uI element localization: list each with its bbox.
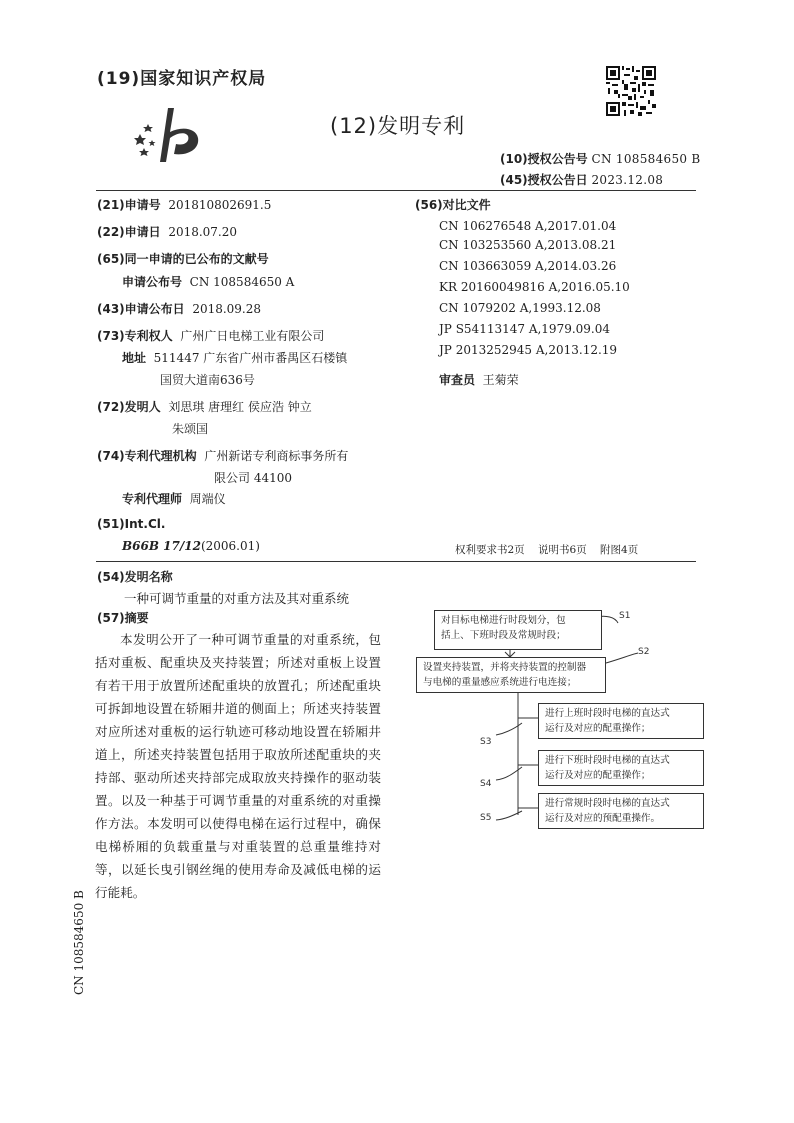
flow-label-s5: S5 — [480, 813, 492, 823]
address-line2: 国贸大道南636号 — [160, 373, 255, 387]
patentee: (73)专利权人 广州广日电梯工业有限公司 — [97, 329, 325, 343]
flow-step-s4: 进行下班时段时电梯的直达式 运行及对应的配重操作； — [538, 750, 704, 786]
citation-item: CN 106276548 A,2017.01.04 — [439, 219, 617, 233]
flow-step-s2: 设置夹持装置，并将夹持装置的控制器 与电梯的重量感应系统进行电连接； — [416, 657, 606, 693]
citation-item: KR 20160049816 A,2016.05.10 — [439, 280, 630, 294]
examiner: 审查员 王菊荣 — [439, 373, 519, 387]
flow-step-s3: 进行上班时段时电梯的直达式 运行及对应的配重操作； — [538, 703, 704, 739]
invention-title-heading: (54)发明名称 — [97, 570, 173, 584]
flow-label-s4: S4 — [480, 779, 492, 789]
citation-item: CN 103663059 A,2014.03.26 — [439, 259, 617, 273]
qr-code-icon — [606, 66, 656, 116]
grant-publication-number: (10)授权公告号 CN 108584650 B — [500, 152, 701, 166]
citation-item: JP S54113147 A,1979.09.04 — [439, 322, 610, 336]
document-type: (12)发明专利 — [330, 114, 466, 138]
invention-title: 一种可调节重量的对重方法及其对重系统 — [124, 591, 350, 606]
int-cl-heading: (51)Int.Cl. — [97, 517, 166, 531]
citations-heading: (56)对比文件 — [415, 198, 491, 212]
abstract-heading: (57)摘要 — [97, 611, 149, 625]
citation-item: CN 1079202 A,1993.12.08 — [439, 301, 601, 315]
citation-item: CN 103253560 A,2013.08.21 — [439, 238, 617, 252]
flow-label-s2: S2 — [638, 647, 650, 657]
int-cl-code: B66B 17/12(2006.01) — [122, 539, 260, 553]
publication-date: (43)申请公布日 2018.09.28 — [97, 302, 262, 316]
abstract-text: 本发明公开了一种可调节重量的对重系统，包括对重板、配重块及夹持装置；所述对重板上设置有若干用于放置所述配重块的放置孔；所述配重块可拆卸地设置在轿厢井道的侧面上；所述夹持装置对应所述对重板的运行轨迹可移动地设置在轿厢井道上，所述夹持装置包括用于取放所述配重块的夹持部、驱动所述夹持部完成取放夹持操作的驱动装置。以及一种基于可调节重量的对重系统的对重操作方法。本发明可以使得电梯在运行过程中，确保电梯桥厢的负载重量与对重装置的总重量维持对等，以延长曳引钢丝绳的使用寿命及减低电梯的运行能耗。 — [95, 632, 381, 900]
application-number: (21)申请号 201810802691.5 — [97, 198, 272, 212]
flow-label-s1: S1 — [619, 611, 631, 621]
page-counts: 权利要求书2页 说明书6页 附图4页 — [455, 544, 639, 556]
flow-label-s3: S3 — [480, 737, 492, 747]
header-divider — [96, 190, 696, 191]
address: 地址 511447 广东省广州市番禺区石楼镇 — [122, 351, 348, 365]
patent-agent: 专利代理师 周端仪 — [122, 492, 226, 506]
inventors: (72)发明人 刘思琪 唐理红 侯应浩 钟立 — [97, 400, 312, 414]
grant-publication-date: (45)授权公告日 2023.12.08 — [500, 173, 664, 187]
citation-item: JP 2013252945 A,2013.12.19 — [439, 343, 618, 357]
side-patent-number: CN 108584650 B — [72, 890, 86, 995]
section-divider — [96, 561, 696, 562]
patent-agency: (74)专利代理机构 广州新诺专利商标事务所有 — [97, 449, 349, 463]
cnipa-logo — [130, 104, 210, 168]
publication-number: 申请公布号 CN 108584650 A — [122, 275, 295, 289]
prior-publication-heading: (65)同一申请的已公布的文献号 — [97, 252, 269, 266]
patent-agency-line2: 限公司 44100 — [214, 471, 292, 485]
inventors-line2: 朱颂国 — [172, 422, 209, 436]
issuing-office: (19)国家知识产权局 — [97, 69, 267, 89]
application-date: (22)申请日 2018.07.20 — [97, 225, 238, 239]
flow-step-s1: 对目标电梯进行时段划分，包 括上、下班时段及常规时段； — [434, 610, 602, 650]
flow-step-s5: 进行常规时段时电梯的直达式 运行及对应的预配重操作。 — [538, 793, 704, 829]
